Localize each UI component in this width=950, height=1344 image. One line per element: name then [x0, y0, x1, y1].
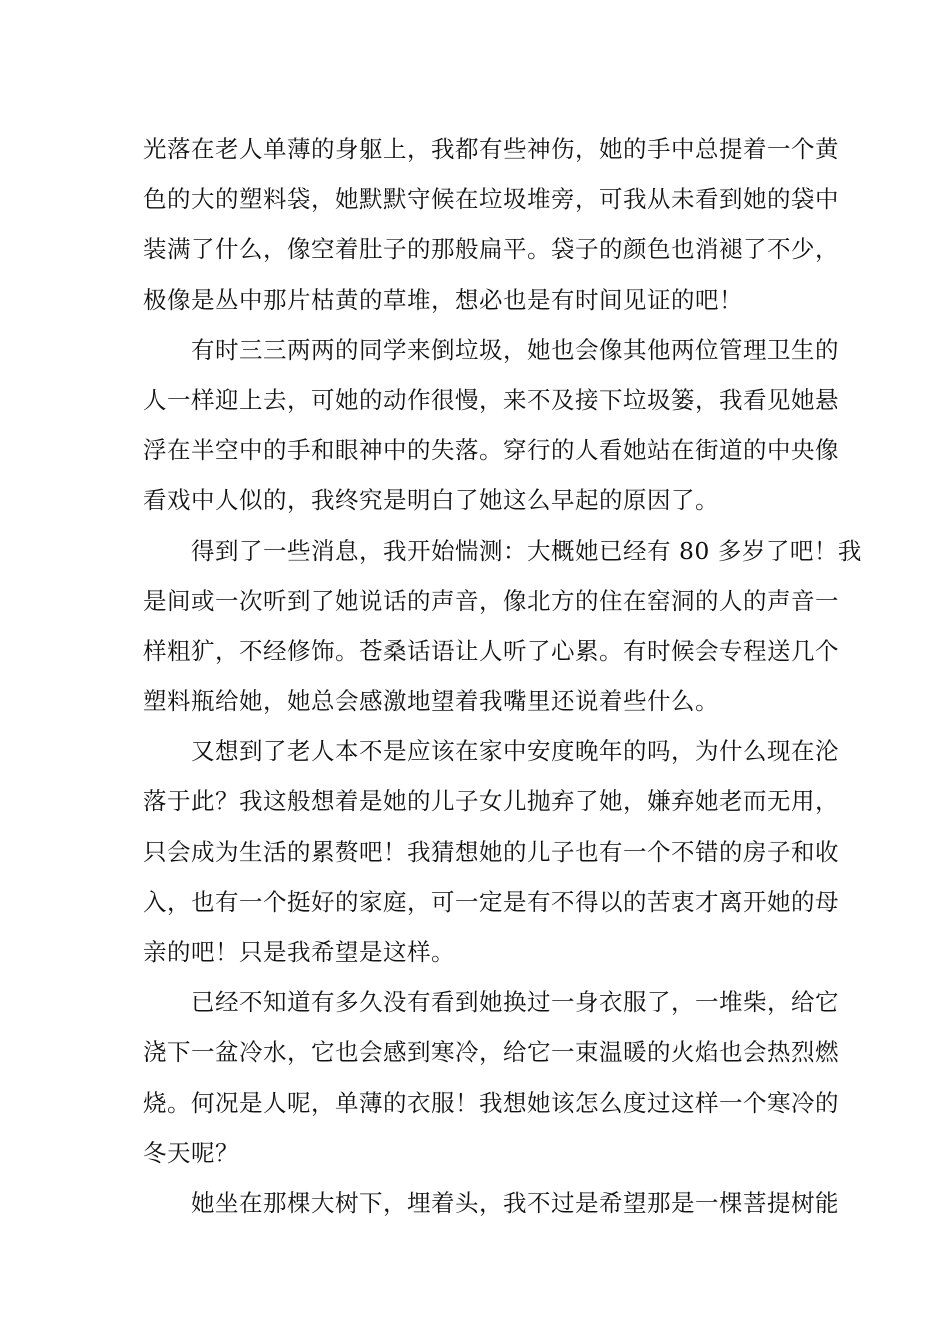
paragraph-start-line: 她坐在那棵大树下，埋着头，我不过是希望那是一棵菩提树能: [191, 1188, 839, 1217]
text-line: 亲的吧！只是我希望是这样。: [143, 938, 455, 966]
paragraph-start-line: 又想到了老人本不是应该在家中安度晚年的吗，为什么现在沦: [191, 737, 839, 766]
text-line: 看戏中人似的，我终究是明白了她这么早起的原因了。: [143, 486, 719, 515]
paragraph-start-line: 得到了一些消息，我开始惴测：大概她已经有 80 多岁了吧！我: [191, 536, 862, 565]
text-line: 光落在老人单薄的身躯上，我都有些神伤，她的手中总提着一个黄: [143, 135, 839, 163]
text-line: 烧。何况是人呢，单薄的衣服！我想她该怎么度过这样一个寒冷的: [143, 1088, 839, 1117]
text-line: 落于此？我这般想着是她的儿子女儿抛弃了她，嫌弃她老而无用，: [143, 787, 839, 816]
text-line: 只会成为生活的累赘吧！我猜想她的儿子也有一个不错的房子和收: [143, 837, 839, 866]
text-line: 塑料瓶给她，她总会感激地望着我嘴里还说着些什么。: [143, 687, 719, 716]
text-line: 色的大的塑料袋，她默默守候在垃圾堆旁，可我从未看到她的袋中: [143, 185, 839, 214]
text-line: 人一样迎上去，可她的动作很慢，来不及接下垃圾篓，我看见她悬: [143, 385, 839, 414]
text-line: 是间或一次听到了她说话的声音，像北方的住在窑洞的人的声音一: [143, 586, 839, 615]
document-body: [143, 124, 862, 1228]
text-line: 浇下一盆冷水，它也会感到寒冷，给它一束温暖的火焰也会热烈燃: [143, 1038, 839, 1067]
paragraph-start-line: 有时三三两两的同学来倒垃圾，她也会像其他两位管理卫生的: [191, 335, 839, 364]
text-line: 冬天呢？: [143, 1138, 239, 1167]
text-line: 浮在半空中的手和眼神中的失落。穿行的人看她站在街道的中央像: [143, 436, 839, 465]
text-line: 极像是丛中那片枯黄的草堆，想必也是有时间见证的吧！: [143, 285, 743, 314]
text-line: 样粗犷，不经修饰。苍桑话语让人听了心累。有时候会专程送几个: [143, 636, 839, 665]
text-line: 入，也有一个挺好的家庭，可一定是有不得以的苦衷才离开她的母: [143, 887, 839, 916]
text-line: 装满了什么，像空着肚子的那般扁平。袋子的颜色也消褪了不少，: [143, 235, 839, 264]
paragraph-start-line: 已经不知道有多久没有看到她换过一身衣服了，一堆柴，给它: [191, 988, 839, 1017]
